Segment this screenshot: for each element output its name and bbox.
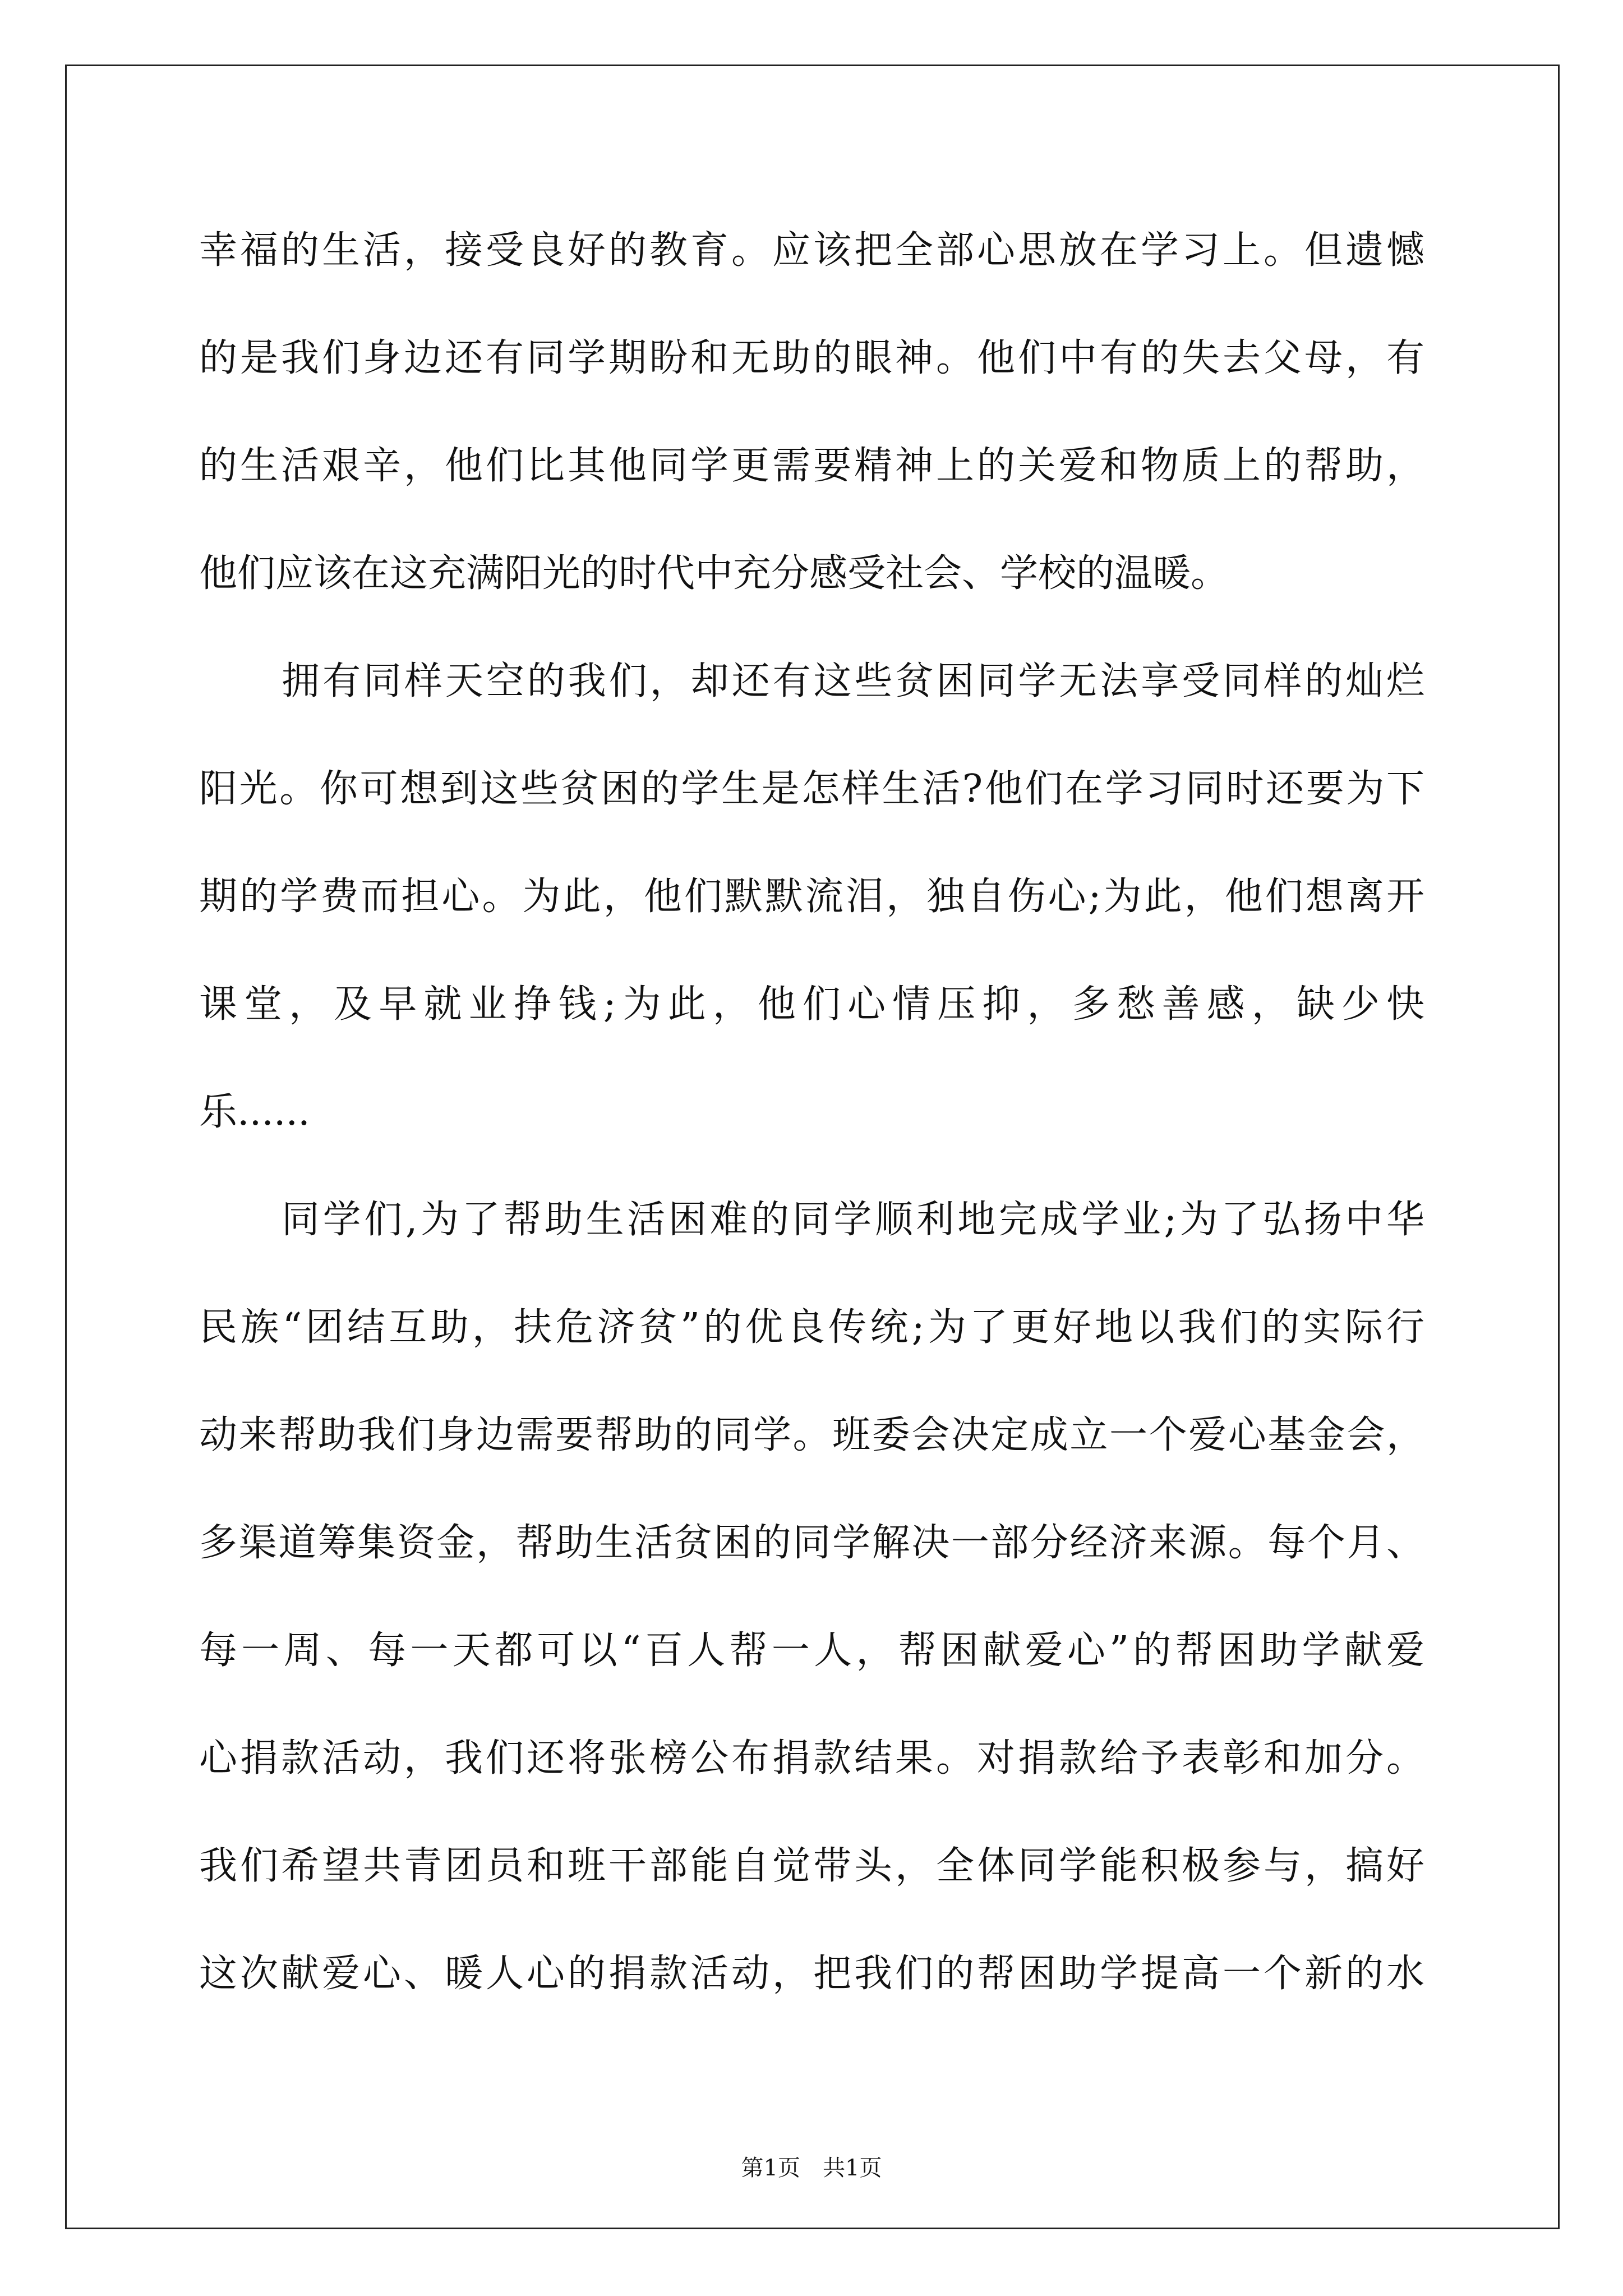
text-line: 我们希望共青团员和班干部能自觉带头，全体同学能积极参与，搞好 <box>199 1844 1424 1888</box>
paragraph-first-line: 同学们,为了帮助生活困难的同学顺利地完成学业;为了弘扬中华 <box>282 1198 1424 1242</box>
text-line: 民族“团结互助，扶危济贫”的优良传统;为了更好地以我们的实际行 <box>199 1305 1424 1350</box>
text-line: 期的学费而担心。为此，他们默默流泪，独自伤心;为此，他们想离开 <box>199 875 1424 919</box>
text-line: 动来帮助我们身边需要帮助的同学。班委会决定成立一个爱心基金会， <box>199 1413 1424 1457</box>
text-line: 他们应该在这充满阳光的时代中充分感受社会、学校的温暖。 <box>199 551 1229 596</box>
text-line: 的生活艰辛，他们比其他同学更需要精神上的关爱和物质上的帮助， <box>199 444 1424 488</box>
page-number-footer: 第1页 共1页 <box>741 2155 882 2181</box>
text-line: 阳光。你可想到这些贫困的学生是怎样生活?他们在学习同时还要为下 <box>199 767 1424 811</box>
text-line: 每一周、每一天都可以“百人帮一人，帮困献爱心”的帮困助学献爱 <box>199 1628 1424 1673</box>
text-line: 多渠道筹集资金，帮助生活贫困的同学解决一部分经济来源。每个月、 <box>199 1521 1424 1565</box>
paragraph-first-line: 拥有同样天空的我们，却还有这些贫困同学无法享受同样的灿烂 <box>282 659 1424 703</box>
text-line: 心捐款活动，我们还将张榜公布捐款结果。对捐款给予表彰和加分。 <box>199 1736 1424 1780</box>
text-line: 的是我们身边还有同学期盼和无助的眼神。他们中有的失去父母，有 <box>199 336 1424 380</box>
text-line: 乐...... <box>199 1090 310 1134</box>
text-line: 课堂，及早就业挣钱;为此，他们心情压抑，多愁善感，缺少快 <box>199 982 1424 1027</box>
text-line: 这次献爱心、暖人心的捐款活动，把我们的帮困助学提高一个新的水 <box>199 1952 1424 1996</box>
text-line: 幸福的生活，接受良好的教育。应该把全部心思放在学习上。但遗憾 <box>199 228 1424 273</box>
